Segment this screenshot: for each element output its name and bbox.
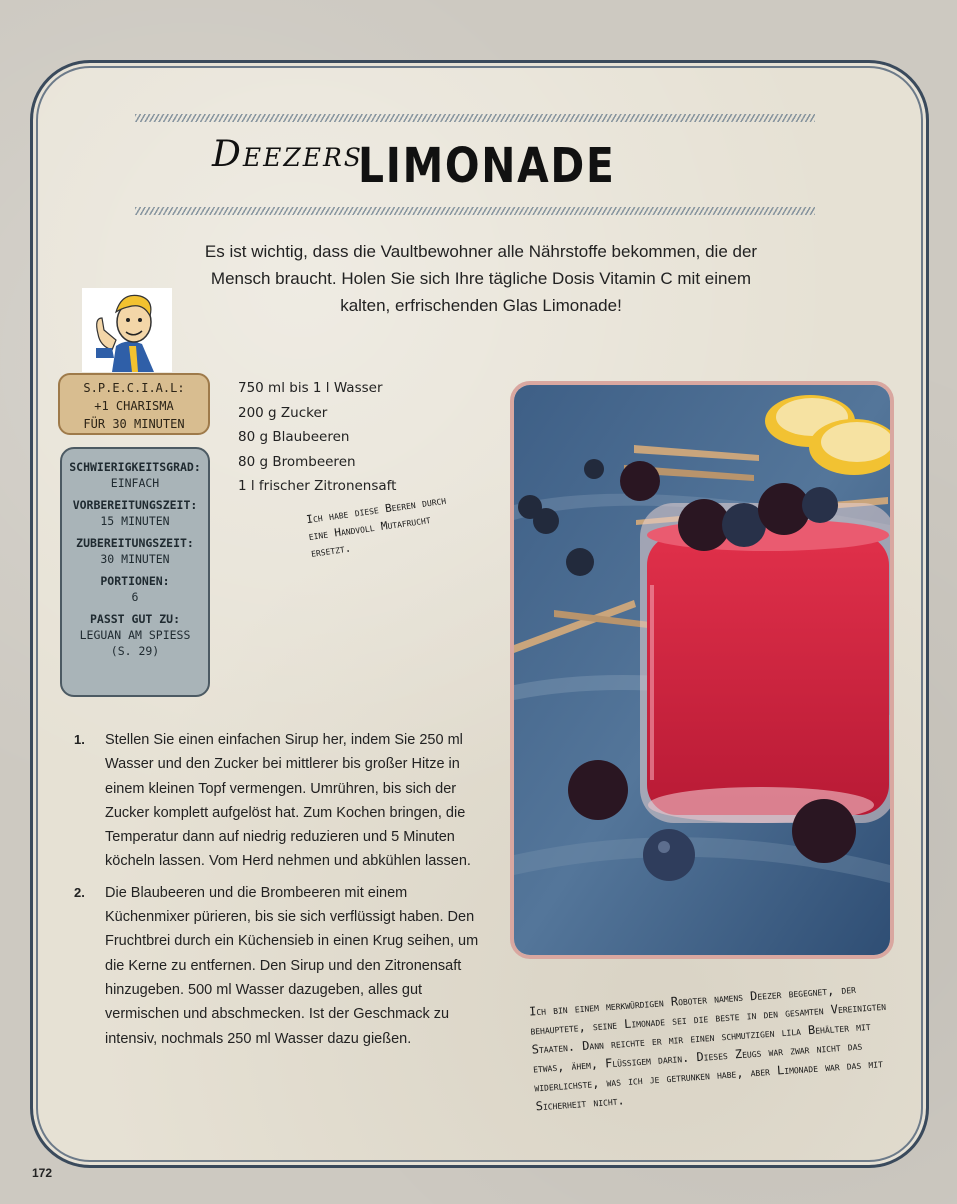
ingredient-item: 1 l frischer Zitronensaft: [238, 478, 397, 494]
prep-time-value: 15 MINUTEN: [100, 514, 170, 528]
cook-time-label: ZUBEREITUNGSZEIT:: [76, 536, 194, 550]
instruction-steps: [74, 728, 484, 1058]
recipe-info-box: [60, 447, 210, 697]
title-main: LIMONADE: [358, 138, 616, 194]
servings-value: 6: [131, 590, 139, 604]
handwritten-note-ingredients: Ich habe diese Beeren durch eine Handvoll Mutafrucht ersetzt.: [305, 493, 447, 560]
step-number: 2.: [74, 884, 85, 900]
ingredient-item: 80 g Brombeeren: [238, 453, 356, 470]
lemonade-photo: [510, 381, 894, 959]
pairs-with-label: PASST GUT ZU:: [89, 612, 180, 626]
vault-boy-icon: [82, 288, 172, 372]
ingredient-item: 200 g Zucker: [238, 404, 328, 421]
special-duration: FÜR 30 MINUTEN: [83, 417, 185, 431]
intro-text: Es ist wichtig, dass die Vaultbewohner alle Nährstoffe bekommen, die der Mensch braucht. Holen Sie sich Ihre tägliche Dosis Vitamin C mit einem kalten, erfrischenden Glas Limonade!: [204, 242, 758, 315]
special-label: S.P.E.C.I.A.L:: [83, 381, 185, 395]
servings-label: PORTIONEN:: [100, 574, 170, 588]
handwritten-note-story: Ich bin einem merkwürdigen Roboter namens Deezer begegnet, der behauptete, seine Limonade sei die beste in den gesamten Vereinigten Staaten. Dann reichte er mir einen schmutzigen lila Behälter mit etwas, ähem, Flüssigem darin. Dieses Zeugs war zwar nicht das widerlichste, was ich je getrunken habe, aber Limonade war das mit Sicherheit nicht.: [528, 981, 887, 1114]
step-item: [74, 881, 484, 1051]
cook-time-value: 30 MINUTEN: [100, 552, 170, 566]
special-bonus: +1 CHARISMA: [94, 399, 174, 413]
step-text: Stellen Sie einen einfachen Sirup her, indem Sie 250 ml Wasser und den Zucker bei mittlerer bis großer Hitze in einem kleinen Topf vermengen. Umrühren, bis sich der Zucker komplett aufgelöst hat. Zum Kochen bringen, die Temperatur dann auf niedrig reduzieren und 5 Minuten köcheln lassen. Vom Herd nehmen und abkühlen lassen.: [105, 732, 471, 870]
bottom-divider: [135, 207, 815, 215]
ingredient-item: 80 g Blaubeeren: [238, 429, 350, 445]
step-item: [74, 728, 484, 874]
difficulty-value: EINFACH: [110, 476, 160, 490]
pairs-with-page: (S. 29): [110, 644, 160, 658]
ingredient-item: 750 ml bis 1 l Wasser: [238, 380, 383, 396]
special-box: [58, 373, 210, 435]
ingredient-list: [238, 376, 396, 499]
recipe-title: [212, 128, 632, 198]
difficulty-label: SCHWIERIGKEITSGRAD:: [69, 460, 201, 474]
step-text: Die Blaubeeren und die Brombeeren mit einem Küchenmixer pürieren, bis sie sich verflüssigt haben. Den Fruchtbrei durch ein Küchensieb in einen Krug seihen, um die Kerne zu entfernen. Den Sirup und den Zitronensaft hinzugeben. 500 ml Wasser dazugeben, alles gut vermischen und abschmecken. Ist der Geschmack zu intensiv, nochmals 250 ml Wasser dazu gießen.: [105, 884, 479, 1047]
prep-time-label: VORBEREITUNGSZEIT:: [72, 498, 198, 512]
pairs-with-value: LEGUAN AM SPIESS: [79, 628, 191, 642]
title-prefix: Deezers: [212, 134, 363, 175]
top-divider: [135, 114, 815, 122]
step-number: 1.: [74, 732, 85, 747]
page-number: 172: [32, 1166, 53, 1180]
